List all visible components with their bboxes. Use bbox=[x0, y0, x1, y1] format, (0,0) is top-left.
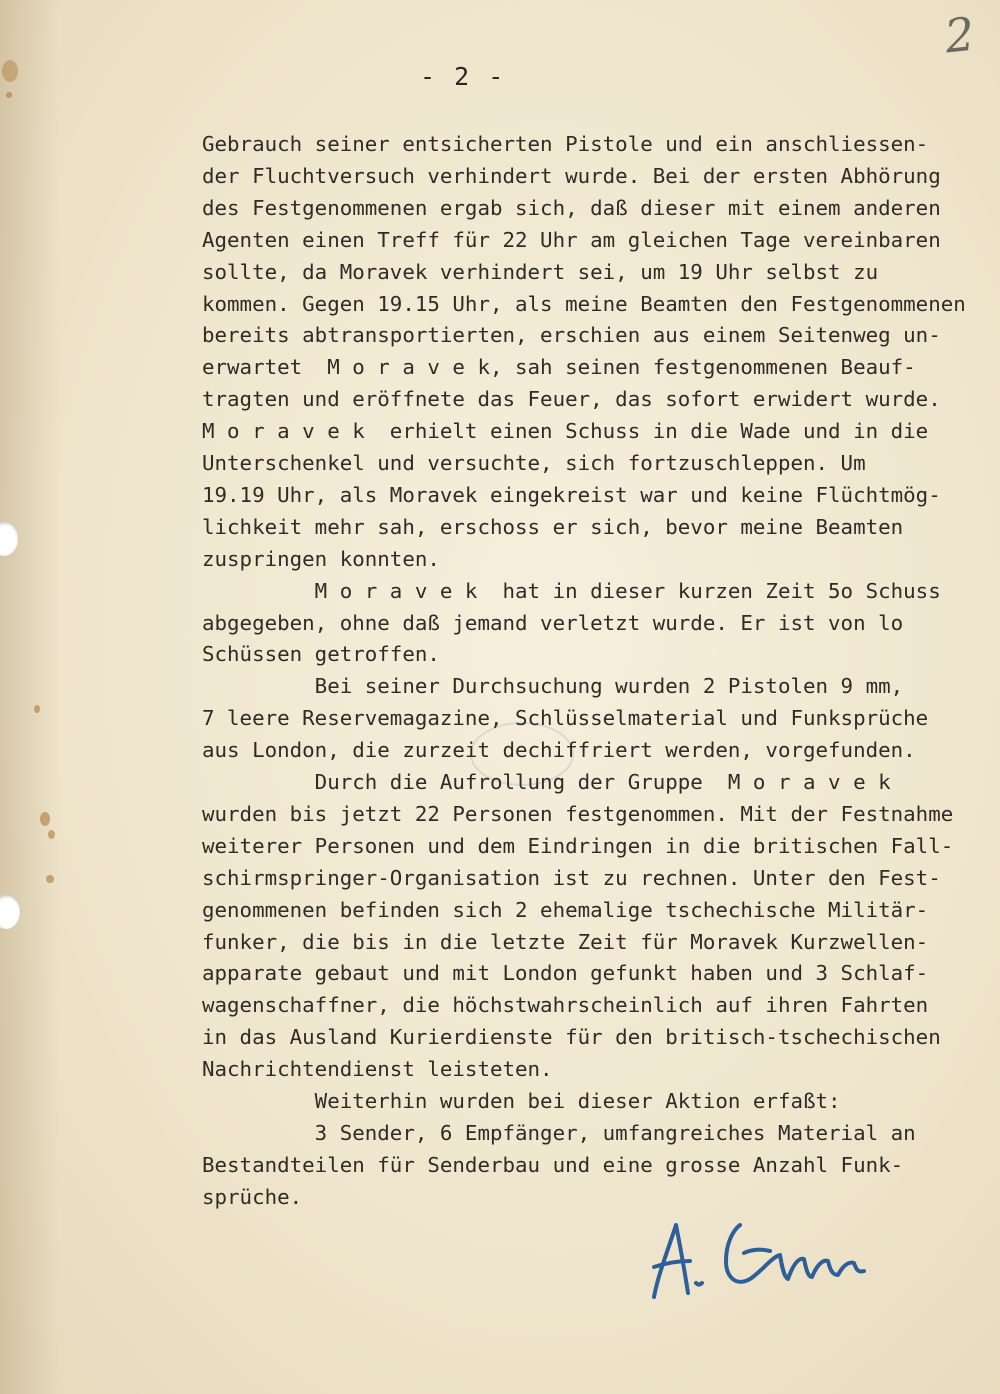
body-text-line: Weiterhin wurden bei dieser Aktion erfaßt: bbox=[202, 1089, 841, 1113]
body-text-line: wagenschaffner, die höchstwahrscheinlich auf ihren Fahrten bbox=[202, 993, 929, 1018]
body-text-line: sollte, da Moravek verhindert sei, um 19 Uhr selbst zu bbox=[202, 259, 879, 284]
body-text-line: M o r a v e k erhielt einen Schuss in die Wade und in die bbox=[202, 419, 929, 444]
body-text-line: des Festgenommenen ergab sich, daß dieser mit einem anderen bbox=[202, 195, 941, 220]
body-text-line: erwartet M o r a v e k, sah seinen festgenommenen Beauf- bbox=[202, 355, 916, 380]
rust-stain bbox=[6, 92, 12, 98]
body-text-line: Nachrichtendienst leisteten. bbox=[202, 1057, 553, 1082]
rust-stain bbox=[46, 875, 54, 883]
rust-stain bbox=[40, 812, 50, 826]
body-text-line: M o r a v e k hat in dieser kurzen Zeit 5o Schuss bbox=[202, 578, 941, 603]
body-text-line: der Fluchtversuch verhindert wurde. Bei der ersten Abhörung bbox=[202, 163, 941, 188]
body-text-line: 19.19 Uhr, als Moravek eingekreist war und keine Flüchtmög- bbox=[202, 482, 941, 507]
rust-stain bbox=[48, 830, 55, 839]
body-text-line: wurden bis jetzt 22 Personen festgenommen. Mit der Festnahme bbox=[202, 801, 954, 826]
body-text-line: Schüssen getroffen. bbox=[202, 642, 440, 667]
page-number: - 2 - bbox=[420, 62, 506, 91]
body-text-line: sprüche. bbox=[202, 1184, 303, 1209]
body-text-line: funker, die bis in die letzte Zeit für Moravek Kurzwellen- bbox=[202, 929, 929, 954]
body-text-line: tragten und eröffnete das Feuer, das sofort erwidert wurde. bbox=[202, 387, 941, 412]
body-text-line: in das Ausland Kurierdienste für den britisch-tschechischen bbox=[202, 1025, 941, 1050]
body-text-line: kommen. Gegen 19.15 Uhr, als meine Beamten den Festgenommenen bbox=[202, 291, 966, 316]
body-text-line: 3 Sender, 6 Empfänger, umfangreiches Material an bbox=[202, 1120, 916, 1145]
handwritten-signature bbox=[640, 1205, 880, 1315]
body-text-line: bereits abtransportierten, erschien aus einem Seitenweg un- bbox=[202, 323, 941, 348]
body-text-line: Gebrauch seiner entsicherten Pistole und ein anschliessen- bbox=[202, 132, 929, 156]
rust-stain bbox=[34, 705, 40, 713]
body-text-line: apparate gebaut und mit London gefunkt haben und 3 Schlaf- bbox=[202, 961, 929, 986]
body-text-line: abgegeben, ohne daß jemand verletzt wurde. Er ist von lo bbox=[202, 610, 904, 635]
body-text-line: 7 leere Reservemagazine, Schlüsselmaterial und Funksprüche bbox=[202, 706, 929, 731]
rust-stain bbox=[2, 60, 18, 82]
body-text-line: Unterschenkel und versuchte, sich fortzuschleppen. Um bbox=[202, 451, 866, 475]
body-text-line: Bei seiner Durchsuchung wurden 2 Pistolen 9 mm, bbox=[202, 674, 904, 699]
body-text-line: lichkeit mehr sah, erschoss er sich, bevor meine Beamten bbox=[202, 514, 904, 539]
paper-edge-shading bbox=[0, 0, 60, 1394]
body-text-line: schirmspringer-Organisation ist zu rechnen. Unter den Fest- bbox=[202, 865, 941, 890]
body-text-line: genommenen befinden sich 2 ehemalige tschechische Militär- bbox=[202, 897, 929, 922]
archive-page-number: 2 bbox=[942, 6, 978, 64]
body-text-line: zuspringen konnten. bbox=[202, 546, 440, 571]
body-text-line: aus London, die zurzeit dechiffriert werden, vorgefunden. bbox=[202, 738, 916, 763]
body-text-line: Bestandteilen für Senderbau und eine grosse Anzahl Funk- bbox=[202, 1152, 904, 1177]
body-text-line: weiterer Personen und dem Eindringen in die britischen Fall- bbox=[202, 833, 954, 858]
body-text-line: Durch die Aufrollung der Gruppe M o r a v e k bbox=[202, 770, 891, 794]
body-text-line: Agenten einen Treff für 22 Uhr am gleichen Tage vereinbaren bbox=[202, 227, 941, 252]
